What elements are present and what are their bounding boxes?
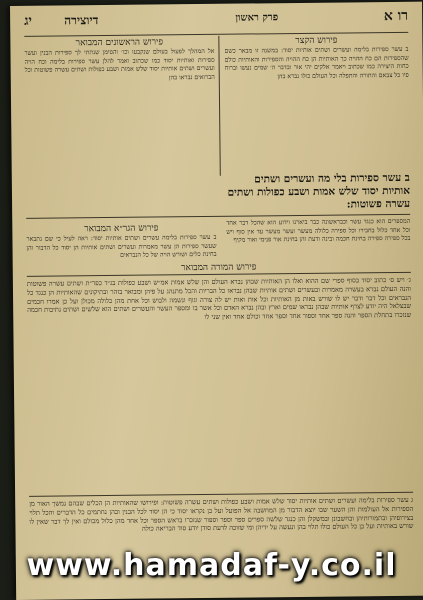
column-divider-top	[218, 36, 220, 176]
book-title: דיוצירה	[64, 13, 99, 28]
right-mid-commentary: המספרים הוא כנגד עשר וכבראשונה כבר ביארנו וידוע הוא שהכל דבר אחד וכל אחד כלול בחבירו וכל ספירה כלולה מעשר ועשר מעשר עד אין סוף ויש בכל ספירה ספירה בחינת חכמה ובינה ודעת והן בחינת אור פנימי ואור מקיף	[226, 217, 411, 244]
chapter-title: פרק ראשון	[235, 12, 279, 24]
daf-label: רו א	[383, 7, 409, 25]
main-commentary-lower: ג עשר ספירות בלימה ועשרים ושתים אותיות יסוד שלש אמות ושבע כפולות ושתים עשרה פשוטות: ופירושו שהאותיות הן הכלים שבהם נמשך האור מן הספירות אל העולמות והן השער שבו יוצא הדבור מן המחשבה אל הפועל ועל כן נקראו יסוד כי הן יסוד לכל הבנין ובהן נחתמים כל הדברים והכל תלוי בצירופיהן ובתמורותיהן ובחשבונן ובמשקלן והן כנגד שלשה ספרים ספר וספר וספור שנזכרו בראש הספר וכל אחד מהן כלול מכולם ואין לך דבר שאין לו שורש באותיות ועל כן כל העולם כולו תלוי בהן ונעשה על ידיהן ומי שזוכה לדעת סודן יודע סוד הבריאה כולה	[29, 495, 414, 534]
middle-heading: פירוש המורה המבואר	[181, 262, 257, 274]
right-top-heading: פירוש הקצר	[295, 35, 338, 47]
page-number: יג	[24, 13, 32, 29]
mishnah-text: ב עשר ספירות בלי מה ועשרים ושתים אותיות יסוד שלש אמות ושבע כפולות ושתים עשרה פשוטות:	[227, 171, 411, 211]
left-top-heading: פירוש הראשונים המבואר	[75, 37, 164, 49]
main-commentary-upper: ג׳ ויש ס׳ כתוב יסוד בסוף ספרי שם ההוא ואלו הן האותיות שבהן נברא העולם והן שלש אמות אמ״ש ושבע כפולות בג״ד כפר״ת ושתים עשרה פשוטות והנה העולם נברא בעשרה מאמרות ובעשרים ושתים אותיות שבהן נבראו כל הבריות והכל מתנהג על פיהן ומבואר בזהר ובתיקונים שהאותיות הן כנגד כל הנבראים וכל דבר ודבר יש לו שורש באות מן האותיות וכל אות ואות יש לה צורה וגוף ונשמה ולבוש וכל אחת מהן כלולה מכולן ועל כן אמרו חכמים שבצלאל היה יודע לצרף אותיות שבהן נבראו שמים וארץ ובהן נברא האדם וכל אשר בו ומספר העשר והעשרים ושתים הוא שלשים ושתים נתיבות חכמה שנזכרו בתחלת הספר והנה ספר אחד וספור אחד וספר אחד וכולם אחד ואין שני לו	[26, 275, 412, 322]
left-top-commentary: אל המהלך לפעול בעולם שנקבעו וכו׳ והסימן שנתתי לך ספירות הבנין ועשר ספירות ואותיות יסוד כמו שכתוב ואמר להלן עשר ספירות בלימה וכח הויה ועשרים ושתים אותיות יסוד שלש אמות ושבע כפולות ושתים עשרה פשוטות וכל הברואים נבראו בהן	[24, 47, 215, 82]
middle-left-heading: פירוש הגר״א המבואר	[84, 223, 159, 235]
book-page	[10, 2, 423, 600]
left-mid-commentary: ב עשר ספירות בלימה עשרים ושתים אותיות יסוד: ראה לעיל כי שם נתבאר שעשר ספירות הן עשר מאמרות ועשרים ושתים אותיות הן יסוד כל הדבור והן בחינת כלים ושורש הויה של כל הנבראים	[26, 233, 217, 260]
right-top-commentary: ב עשר ספירות בלימה ועשרים ושתים אותיות יסוד: במשנה זו מבאר כשם שהספירות הם כח ההויה כך האותיות הן כח ההויה והספירות והאותיות כולם כחות היצירה כמו שכתוב ויאמר אלקים יהי אור ובדבר ה׳ שמים נעשו וברוח פיו כל צבאם והתורה והתפלה וכל העולם כולו נברא בהן	[224, 45, 409, 80]
watermark-logo: www.hamadaf-y.co.il	[26, 548, 397, 583]
page-header	[24, 8, 408, 34]
